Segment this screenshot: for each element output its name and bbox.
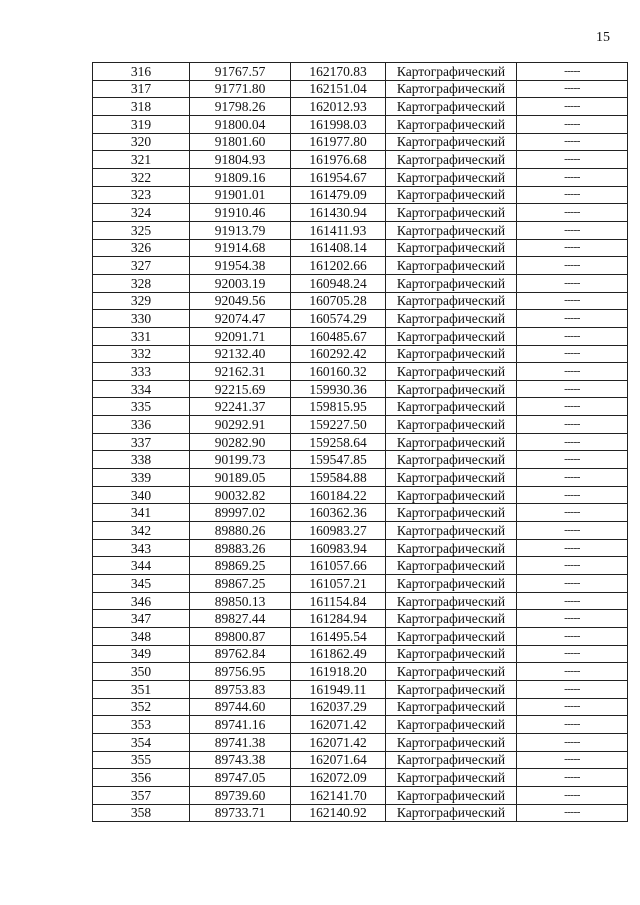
method-cell: Картографический	[386, 804, 517, 822]
point-number-cell: 332	[93, 345, 190, 363]
y-coordinate-cell: 160485.67	[291, 327, 386, 345]
method-cell: Картографический	[386, 751, 517, 769]
table-row	[93, 292, 628, 310]
accuracy-cell: -----	[517, 469, 628, 487]
point-number-cell: 340	[93, 486, 190, 504]
point-number-cell: 321	[93, 151, 190, 169]
point-number-cell: 329	[93, 292, 190, 310]
point-number-cell: 319	[93, 115, 190, 133]
x-coordinate-cell: 91798.26	[190, 98, 291, 116]
method-cell: Картографический	[386, 698, 517, 716]
y-coordinate-cell: 161954.67	[291, 168, 386, 186]
method-cell: Картографический	[386, 239, 517, 257]
point-number-cell: 318	[93, 98, 190, 116]
x-coordinate-cell: 89756.95	[190, 663, 291, 681]
y-coordinate-cell: 159815.95	[291, 398, 386, 416]
method-cell: Картографический	[386, 716, 517, 734]
y-coordinate-cell: 162071.64	[291, 751, 386, 769]
table-row	[93, 504, 628, 522]
x-coordinate-cell: 89753.83	[190, 680, 291, 698]
method-cell: Картографический	[386, 63, 517, 81]
x-coordinate-cell: 89741.38	[190, 733, 291, 751]
y-coordinate-cell: 160292.42	[291, 345, 386, 363]
x-coordinate-cell: 92215.69	[190, 380, 291, 398]
point-number-cell: 334	[93, 380, 190, 398]
table-row	[93, 733, 628, 751]
method-cell: Картографический	[386, 98, 517, 116]
x-coordinate-cell: 92074.47	[190, 310, 291, 328]
accuracy-cell: -----	[517, 433, 628, 451]
x-coordinate-cell: 89741.16	[190, 716, 291, 734]
accuracy-cell: -----	[517, 186, 628, 204]
table-row	[93, 557, 628, 575]
x-coordinate-cell: 91913.79	[190, 221, 291, 239]
y-coordinate-cell: 159258.64	[291, 433, 386, 451]
accuracy-cell: -----	[517, 733, 628, 751]
y-coordinate-cell: 161495.54	[291, 628, 386, 646]
table-row	[93, 274, 628, 292]
y-coordinate-cell: 162140.92	[291, 804, 386, 822]
x-coordinate-cell: 90282.90	[190, 433, 291, 451]
y-coordinate-cell: 160948.24	[291, 274, 386, 292]
accuracy-cell: -----	[517, 645, 628, 663]
method-cell: Картографический	[386, 115, 517, 133]
y-coordinate-cell: 161998.03	[291, 115, 386, 133]
y-coordinate-cell: 162012.93	[291, 98, 386, 116]
x-coordinate-cell: 91800.04	[190, 115, 291, 133]
point-number-cell: 356	[93, 769, 190, 787]
point-number-cell: 339	[93, 469, 190, 487]
method-cell: Картографический	[386, 504, 517, 522]
x-coordinate-cell: 90032.82	[190, 486, 291, 504]
method-cell: Картографический	[386, 645, 517, 663]
point-number-cell: 323	[93, 186, 190, 204]
x-coordinate-cell: 89827.44	[190, 610, 291, 628]
accuracy-cell: -----	[517, 380, 628, 398]
y-coordinate-cell: 161862.49	[291, 645, 386, 663]
point-number-cell: 335	[93, 398, 190, 416]
x-coordinate-cell: 91801.60	[190, 133, 291, 151]
accuracy-cell: -----	[517, 451, 628, 469]
y-coordinate-cell: 160983.27	[291, 522, 386, 540]
x-coordinate-cell: 92162.31	[190, 363, 291, 381]
x-coordinate-cell: 89733.71	[190, 804, 291, 822]
table-row	[93, 416, 628, 434]
accuracy-cell: -----	[517, 257, 628, 275]
method-cell: Картографический	[386, 151, 517, 169]
accuracy-cell: -----	[517, 327, 628, 345]
y-coordinate-cell: 162071.42	[291, 716, 386, 734]
accuracy-cell: -----	[517, 557, 628, 575]
x-coordinate-cell: 92003.19	[190, 274, 291, 292]
point-number-cell: 325	[93, 221, 190, 239]
table-row	[93, 327, 628, 345]
y-coordinate-cell: 161408.14	[291, 239, 386, 257]
accuracy-cell: -----	[517, 680, 628, 698]
accuracy-cell: -----	[517, 80, 628, 98]
point-number-cell: 347	[93, 610, 190, 628]
y-coordinate-cell: 161411.93	[291, 221, 386, 239]
y-coordinate-cell: 162072.09	[291, 769, 386, 787]
y-coordinate-cell: 161202.66	[291, 257, 386, 275]
accuracy-cell: -----	[517, 628, 628, 646]
point-number-cell: 355	[93, 751, 190, 769]
accuracy-cell: -----	[517, 769, 628, 787]
x-coordinate-cell: 89997.02	[190, 504, 291, 522]
point-number-cell: 317	[93, 80, 190, 98]
x-coordinate-cell: 89880.26	[190, 522, 291, 540]
point-number-cell: 324	[93, 204, 190, 222]
x-coordinate-cell: 89747.05	[190, 769, 291, 787]
x-coordinate-cell: 91804.93	[190, 151, 291, 169]
accuracy-cell: -----	[517, 239, 628, 257]
accuracy-cell: -----	[517, 504, 628, 522]
table-row	[93, 380, 628, 398]
point-number-cell: 353	[93, 716, 190, 734]
point-number-cell: 357	[93, 786, 190, 804]
method-cell: Картографический	[386, 451, 517, 469]
accuracy-cell: -----	[517, 804, 628, 822]
point-number-cell: 327	[93, 257, 190, 275]
page-number: 15	[596, 30, 610, 45]
method-cell: Картографический	[386, 769, 517, 787]
accuracy-cell: -----	[517, 345, 628, 363]
method-cell: Картографический	[386, 310, 517, 328]
table-row	[93, 239, 628, 257]
method-cell: Картографический	[386, 610, 517, 628]
method-cell: Картографический	[386, 539, 517, 557]
y-coordinate-cell: 161977.80	[291, 133, 386, 151]
table-row	[93, 645, 628, 663]
point-number-cell: 341	[93, 504, 190, 522]
method-cell: Картографический	[386, 416, 517, 434]
point-number-cell: 350	[93, 663, 190, 681]
table-row	[93, 680, 628, 698]
table-row	[93, 698, 628, 716]
accuracy-cell: -----	[517, 310, 628, 328]
accuracy-cell: -----	[517, 63, 628, 81]
method-cell: Картографический	[386, 786, 517, 804]
y-coordinate-cell: 161976.68	[291, 151, 386, 169]
x-coordinate-cell: 90199.73	[190, 451, 291, 469]
point-number-cell: 354	[93, 733, 190, 751]
point-number-cell: 320	[93, 133, 190, 151]
point-number-cell: 345	[93, 575, 190, 593]
method-cell: Картографический	[386, 327, 517, 345]
point-number-cell: 338	[93, 451, 190, 469]
accuracy-cell: -----	[517, 398, 628, 416]
point-number-cell: 336	[93, 416, 190, 434]
method-cell: Картографический	[386, 398, 517, 416]
method-cell: Картографический	[386, 292, 517, 310]
table-row	[93, 486, 628, 504]
point-number-cell: 316	[93, 63, 190, 81]
table-row	[93, 398, 628, 416]
accuracy-cell: -----	[517, 716, 628, 734]
table-row	[93, 663, 628, 681]
y-coordinate-cell: 159584.88	[291, 469, 386, 487]
table-row	[93, 786, 628, 804]
accuracy-cell: -----	[517, 363, 628, 381]
method-cell: Картографический	[386, 592, 517, 610]
y-coordinate-cell: 162037.29	[291, 698, 386, 716]
table-row	[93, 98, 628, 116]
table-row	[93, 451, 628, 469]
accuracy-cell: -----	[517, 151, 628, 169]
y-coordinate-cell: 160362.36	[291, 504, 386, 522]
point-number-cell: 328	[93, 274, 190, 292]
point-number-cell: 342	[93, 522, 190, 540]
table-row	[93, 469, 628, 487]
method-cell: Картографический	[386, 433, 517, 451]
method-cell: Картографический	[386, 257, 517, 275]
y-coordinate-cell: 160705.28	[291, 292, 386, 310]
accuracy-cell: -----	[517, 168, 628, 186]
method-cell: Картографический	[386, 663, 517, 681]
table-row	[93, 80, 628, 98]
table-row	[93, 115, 628, 133]
method-cell: Картографический	[386, 628, 517, 646]
accuracy-cell: -----	[517, 204, 628, 222]
method-cell: Картографический	[386, 221, 517, 239]
table-row	[93, 804, 628, 822]
y-coordinate-cell: 161949.11	[291, 680, 386, 698]
accuracy-cell: -----	[517, 592, 628, 610]
y-coordinate-cell: 162151.04	[291, 80, 386, 98]
accuracy-cell: -----	[517, 98, 628, 116]
method-cell: Картографический	[386, 204, 517, 222]
accuracy-cell: -----	[517, 539, 628, 557]
table-row	[93, 221, 628, 239]
y-coordinate-cell: 161430.94	[291, 204, 386, 222]
accuracy-cell: -----	[517, 663, 628, 681]
x-coordinate-cell: 92241.37	[190, 398, 291, 416]
method-cell: Картографический	[386, 274, 517, 292]
y-coordinate-cell: 161479.09	[291, 186, 386, 204]
point-number-cell: 343	[93, 539, 190, 557]
method-cell: Картографический	[386, 522, 517, 540]
y-coordinate-cell: 160160.32	[291, 363, 386, 381]
x-coordinate-cell: 90189.05	[190, 469, 291, 487]
x-coordinate-cell: 92091.71	[190, 327, 291, 345]
x-coordinate-cell: 89867.25	[190, 575, 291, 593]
table-row	[93, 310, 628, 328]
accuracy-cell: -----	[517, 610, 628, 628]
x-coordinate-cell: 91809.16	[190, 168, 291, 186]
x-coordinate-cell: 91767.57	[190, 63, 291, 81]
accuracy-cell: -----	[517, 522, 628, 540]
table-row	[93, 363, 628, 381]
x-coordinate-cell: 92049.56	[190, 292, 291, 310]
x-coordinate-cell: 91954.38	[190, 257, 291, 275]
table-row	[93, 539, 628, 557]
y-coordinate-cell: 161057.21	[291, 575, 386, 593]
table-row	[93, 63, 628, 81]
table-row	[93, 628, 628, 646]
point-number-cell: 351	[93, 680, 190, 698]
accuracy-cell: -----	[517, 133, 628, 151]
table-row	[93, 204, 628, 222]
y-coordinate-cell: 160184.22	[291, 486, 386, 504]
method-cell: Картографический	[386, 186, 517, 204]
x-coordinate-cell: 91901.01	[190, 186, 291, 204]
x-coordinate-cell: 89743.38	[190, 751, 291, 769]
y-coordinate-cell: 161154.84	[291, 592, 386, 610]
y-coordinate-cell: 161057.66	[291, 557, 386, 575]
accuracy-cell: -----	[517, 698, 628, 716]
point-number-cell: 346	[93, 592, 190, 610]
coordinates-table-body	[93, 63, 628, 822]
point-number-cell: 333	[93, 363, 190, 381]
table-row	[93, 168, 628, 186]
point-number-cell: 326	[93, 239, 190, 257]
point-number-cell: 352	[93, 698, 190, 716]
point-number-cell: 322	[93, 168, 190, 186]
accuracy-cell: -----	[517, 575, 628, 593]
x-coordinate-cell: 89739.60	[190, 786, 291, 804]
y-coordinate-cell: 159227.50	[291, 416, 386, 434]
coordinates-table	[92, 62, 628, 822]
accuracy-cell: -----	[517, 751, 628, 769]
x-coordinate-cell: 91910.46	[190, 204, 291, 222]
point-number-cell: 358	[93, 804, 190, 822]
table-row	[93, 716, 628, 734]
table-row	[93, 345, 628, 363]
accuracy-cell: -----	[517, 115, 628, 133]
x-coordinate-cell: 89850.13	[190, 592, 291, 610]
x-coordinate-cell: 91771.80	[190, 80, 291, 98]
y-coordinate-cell: 159547.85	[291, 451, 386, 469]
method-cell: Картографический	[386, 380, 517, 398]
y-coordinate-cell: 161284.94	[291, 610, 386, 628]
y-coordinate-cell: 161918.20	[291, 663, 386, 681]
method-cell: Картографический	[386, 575, 517, 593]
accuracy-cell: -----	[517, 416, 628, 434]
method-cell: Картографический	[386, 469, 517, 487]
x-coordinate-cell: 90292.91	[190, 416, 291, 434]
y-coordinate-cell: 160983.94	[291, 539, 386, 557]
method-cell: Картографический	[386, 345, 517, 363]
y-coordinate-cell: 160574.29	[291, 310, 386, 328]
table-row	[93, 133, 628, 151]
accuracy-cell: -----	[517, 274, 628, 292]
table-row	[93, 592, 628, 610]
point-number-cell: 348	[93, 628, 190, 646]
x-coordinate-cell: 92132.40	[190, 345, 291, 363]
x-coordinate-cell: 89883.26	[190, 539, 291, 557]
x-coordinate-cell: 91914.68	[190, 239, 291, 257]
method-cell: Картографический	[386, 363, 517, 381]
x-coordinate-cell: 89869.25	[190, 557, 291, 575]
method-cell: Картографический	[386, 733, 517, 751]
y-coordinate-cell: 162170.83	[291, 63, 386, 81]
method-cell: Картографический	[386, 133, 517, 151]
x-coordinate-cell: 89744.60	[190, 698, 291, 716]
table-row	[93, 433, 628, 451]
y-coordinate-cell: 162071.42	[291, 733, 386, 751]
x-coordinate-cell: 89800.87	[190, 628, 291, 646]
table-row	[93, 751, 628, 769]
method-cell: Картографический	[386, 680, 517, 698]
method-cell: Картографический	[386, 80, 517, 98]
method-cell: Картографический	[386, 168, 517, 186]
table-row	[93, 186, 628, 204]
x-coordinate-cell: 89762.84	[190, 645, 291, 663]
accuracy-cell: -----	[517, 221, 628, 239]
y-coordinate-cell: 159930.36	[291, 380, 386, 398]
accuracy-cell: -----	[517, 486, 628, 504]
method-cell: Картографический	[386, 557, 517, 575]
point-number-cell: 337	[93, 433, 190, 451]
table-row	[93, 575, 628, 593]
y-coordinate-cell: 162141.70	[291, 786, 386, 804]
point-number-cell: 331	[93, 327, 190, 345]
table-row	[93, 257, 628, 275]
table-row	[93, 610, 628, 628]
point-number-cell: 344	[93, 557, 190, 575]
table-row	[93, 522, 628, 540]
point-number-cell: 349	[93, 645, 190, 663]
point-number-cell: 330	[93, 310, 190, 328]
table-row	[93, 769, 628, 787]
accuracy-cell: -----	[517, 786, 628, 804]
method-cell: Картографический	[386, 486, 517, 504]
accuracy-cell: -----	[517, 292, 628, 310]
table-row	[93, 151, 628, 169]
